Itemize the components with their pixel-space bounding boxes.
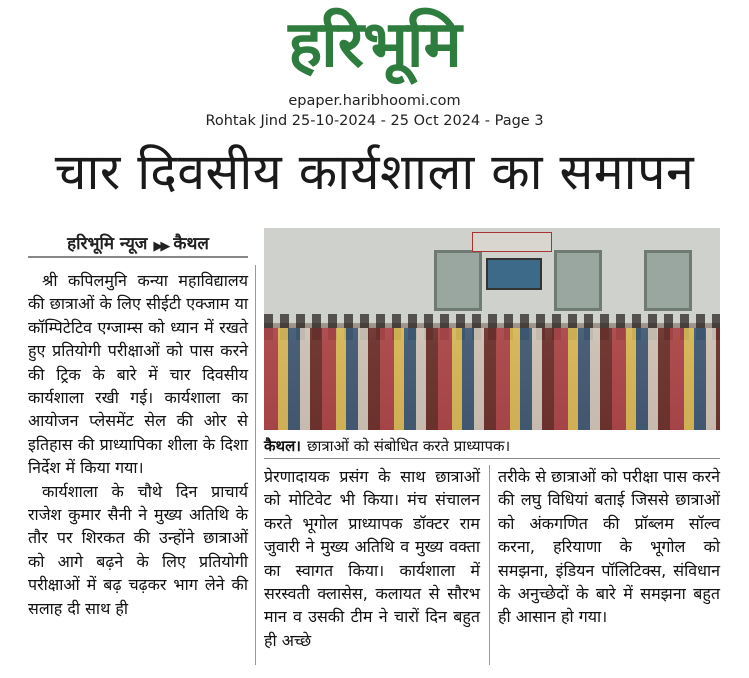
paragraph: श्री कपिलमुनि कन्या महाविद्यालय की छात्राओं के लिए सीईटी एक्जाम या कॉम्पिटेटिव एग्जाम्स को ध्यान में रखते हुए प्रतियोगी परीक्षाओं को पास करने की ट्रिक के बारे में चार दिवसीय कार्यशाला रखी गई। कार्यशाला का आयोजन प्लेसमेंट सेल की ओर से इतिहास की प्राध्यापिका शीला के दिशा निर्देश में किया गया। [28,271,248,478]
article-column-3 [498,465,720,629]
masthead [0,0,749,90]
article-headline: चार दिवसीय कार्यशाला का समापन [54,143,695,201]
photo-window [644,250,692,311]
article-column-2 [264,465,480,652]
byline-source: हरिभूमि न्यूज [67,234,148,254]
newspaper-logo: हरिभूमि [288,8,461,82]
column-divider [255,265,256,665]
article-photo [264,228,720,430]
epaper-url[interactable]: epaper.haribhoomi.com [288,93,461,109]
paragraph: तरीके से छात्राओं को परीक्षा पास करने की लघु विधियां बताई जिससे छात्राओं को अंकगणित की प्रॉब्लम सॉल्व करना, हरियाणा के भूगोल को समझना, इंडियन पॉलिटिक्स, संविधान के अनुच्छेदों के बारे में समझना बहुत ही आसान हो गया। [498,467,720,627]
paragraph: प्रेरणादायक प्रसंग के साथ छात्राओं को मोटिवेट भी किया। मंच संचालन करते भूगोल प्राध्यापक डॉक्टर राम जुवारी ने मुख्य अतिथि व मुख्य वक्ता का स्वागत किया। कार्यशाला में सरस्वती क्लासेस, कलायत से सौरभ मान व उसकी टीम ने चारों दिन बहुत ही अच्छे [264,467,480,650]
edition-info: Rohtak Jind 25-10-2024 - 25 Oct 2024 - Page 3 [205,113,544,129]
caption-place: कैथल। [264,436,301,455]
paragraph: कार्यशाला के चौथे दिन प्राचार्य राजेश कुमार सैनी ने मुख्य अतिथि के तौर पर शिरकत की उन्होंने छात्राओं को आगे बढ़ने के लिए प्रतियोगी परीक्षाओं में बढ़ चढ़कर भाग लेने की सलाह दी साथ ही [28,481,248,618]
column-divider [489,465,490,665]
photo-projector-screen [486,258,542,290]
photo-caption [264,433,720,459]
photo-window [554,250,602,311]
photo-audience [264,328,720,430]
article-column-1 [28,269,248,620]
byline-location: कैथल [173,234,209,254]
photo-window [434,250,482,311]
caption-text: छात्राओं को संबोधित करते प्राध्यापक। [306,436,511,455]
fast-forward-icon: ▶▶ [153,239,168,254]
byline [28,228,248,258]
photo-banner [472,232,552,252]
